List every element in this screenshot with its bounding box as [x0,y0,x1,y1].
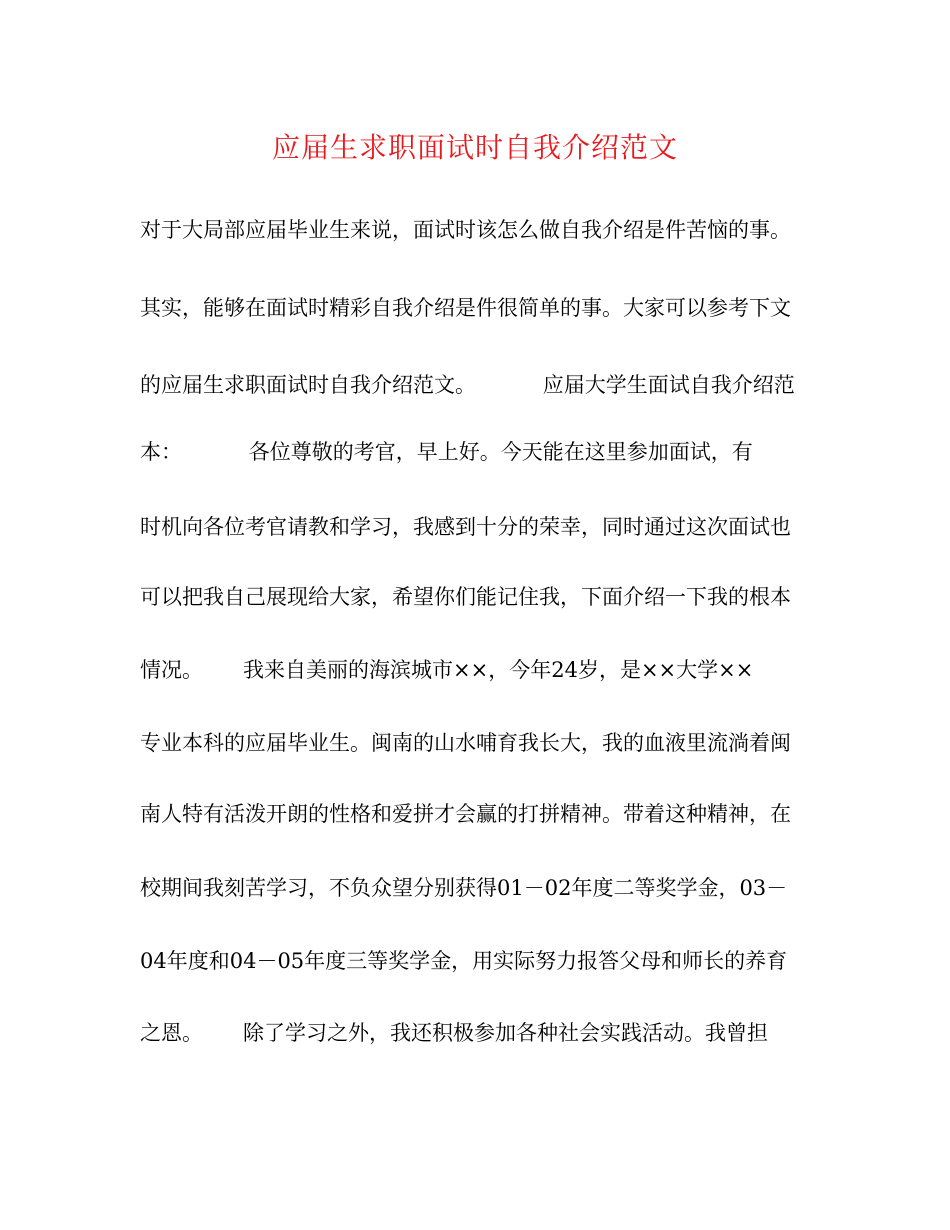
paragraph-line-7: 情况。 我来自美丽的海滨城市××，今年24岁，是××大学×× [140,658,754,682]
paragraph-line-11: 04年度和04－05年度三等奖学金，用实际努力报答父母和师长的养育 [140,949,788,973]
paragraph-line-2: 其实，能够在面试时精彩自我介绍是件很简单的事。大家可以参考下文 [140,296,791,320]
paragraph-line-5: 时机向各位考官请教和学习，我感到十分的荣幸，同时通过这次面试也 [140,515,791,539]
paragraph-line-12: 之恩。 除了学习之外，我还积极参加各种社会实践活动。我曾担 [140,1021,769,1045]
paragraph-line-8: 专业本科的应届毕业生。闽南的山水哺育我长大，我的血液里流淌着闽 [140,731,791,755]
paragraph-line-9: 南人特有活泼开朗的性格和爱拼才会赢的打拼精神。带着这种精神，在 [140,802,791,826]
paragraph-line-1: 对于大局部应届毕业生来说，面试时该怎么做自我介绍是件苦恼的事。 [140,218,791,242]
paragraph-line-4: 本： 各位尊敬的考官，早上好。今天能在这里参加面试，有 [140,440,753,464]
paragraph-line-10: 校期间我刻苦学习，不负众望分别获得01－02年度二等奖学金，03－ [140,876,788,900]
document-title: 应届生求职面试时自我介绍范文 [271,131,678,164]
paragraph-line-6: 可以把我自己展现给大家，希望你们能记住我，下面介绍一下我的根本 [140,585,791,609]
paragraph-line-3: 的应届生求职面试时自我介绍范文。 应届大学生面试自我介绍范 [140,373,795,397]
